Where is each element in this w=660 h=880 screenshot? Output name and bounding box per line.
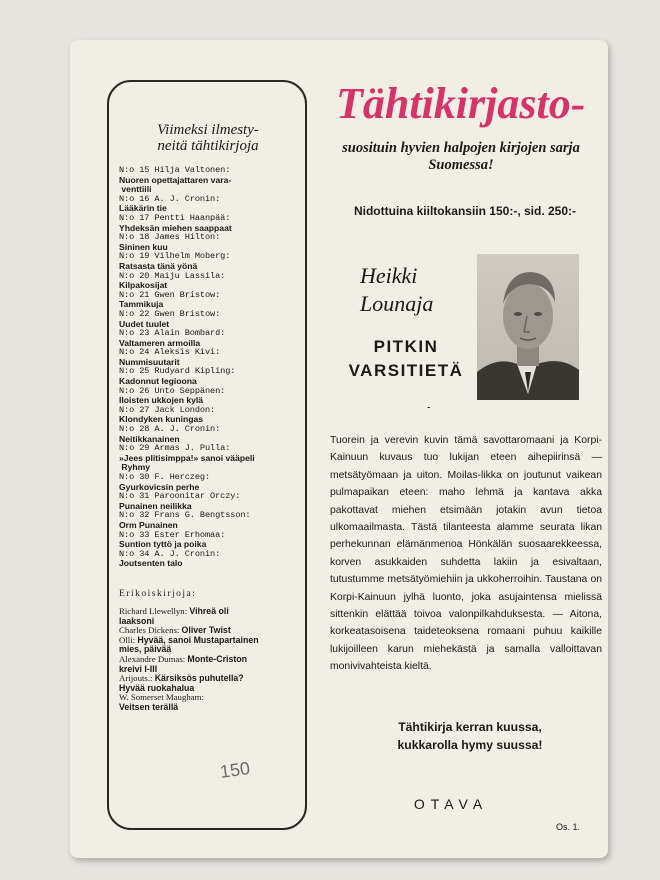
book-author: N:o 16 A. J. Cronin:: [119, 193, 221, 204]
book-list-item: [119, 291, 297, 310]
book-author: N:o 17 Pentti Haanpää:: [119, 212, 231, 223]
book-title-entry: Orm Punainen: [119, 519, 178, 530]
special-book-item: [119, 607, 297, 626]
special-book-title: Kärsiksös puhutella?: [154, 673, 244, 684]
book-list-item: [119, 425, 297, 444]
book-author: N:o 18 James Hilton:: [119, 232, 221, 243]
book-author: N:o 34 A. J. Cronin:: [119, 548, 221, 559]
book-title-entry: Joutsenten talo: [119, 558, 183, 569]
book-author: N:o 33 Ester Erhomaa:: [119, 529, 226, 540]
book-title-entry: Neitikkanainen: [119, 433, 180, 444]
book-title-entry: Gyurkovicsin perhe: [119, 481, 200, 492]
book-title-entry: Suntion tyttö ja poika: [119, 539, 207, 550]
special-book-item: [119, 636, 297, 655]
book-list-item: [119, 367, 297, 386]
book-title-entry: »Jees plitisimppa!» sanoi vääpeli Ryhmy: [119, 452, 255, 473]
book-title-entry: Ratsasta tänä yönä: [119, 260, 198, 271]
special-book-author: W. Somerset Maugham:: [119, 692, 204, 703]
handwritten-price-note: 150: [218, 758, 252, 782]
book-title-entry: Kadonnut legioona: [119, 376, 197, 387]
book-list-item: [119, 550, 297, 569]
book-list-item: [119, 406, 297, 425]
book-author: N:o 30 F. Herczeg:: [119, 472, 211, 482]
author-portrait-image: [477, 254, 579, 400]
slogan-line1: Tähtikirja kerran kuussa,: [398, 720, 542, 734]
author-last-name: Lounaja: [360, 291, 434, 316]
special-book-title: Hyvää, sanoi Mustapartainen mies, päivää: [119, 634, 259, 655]
publisher-name: OTAVA: [413, 796, 489, 812]
book-list-item: [119, 272, 297, 291]
series-title: Tähtikirjasto-: [336, 79, 586, 128]
book-title-line2: VARSITIETÄ: [348, 361, 464, 380]
book-title-entry: Yhdeksän miehen saappaat: [119, 222, 232, 233]
special-book-title: Hyvää ruokahalua: [119, 682, 195, 693]
latest-books-heading: Viimeksi ilmesty- neitä tähtikirjoja: [157, 122, 259, 154]
book-author: N:o 28 A. J. Cronin:: [119, 424, 221, 435]
book-list-item: [119, 511, 297, 530]
special-book-item: [119, 655, 297, 674]
book-author: N:o 23 Alain Bombard:: [119, 328, 226, 339]
special-books-list: [119, 607, 297, 713]
book-list-item: [119, 348, 297, 367]
slogan: [320, 718, 620, 754]
author-name: [360, 262, 470, 318]
book-list-item: [119, 473, 297, 492]
book-title-entry: Nuoren opettajattaren vara- venttiili: [119, 174, 232, 195]
special-books-heading: Erikoiskirjoja:: [119, 588, 197, 599]
special-book-title: Vihreä oli laaksoni: [119, 605, 229, 626]
book-author: N:o 31 Paroonitar Orczy:: [119, 491, 241, 502]
special-book-title: Veitsen terällä: [119, 701, 179, 712]
book-title-entry: Nummisuutarit: [119, 356, 180, 367]
book-list-item: [119, 252, 297, 271]
book-title-entry: Iloisten ukkojen kylä: [119, 395, 204, 406]
book-title-entry: Valtameren armoilla: [119, 337, 201, 348]
book-author: N:o 22 Gwen Bristow:: [119, 308, 221, 319]
series-subtitle: suosituin hyvien halpojen kirjojen sarja Suomessa!: [342, 140, 580, 173]
book-author: N:o 25 Rudyard Kipling:: [119, 366, 236, 377]
special-book-author: Charles Dickens:: [119, 625, 182, 636]
book-author: N:o 29 Armas J. Pulla:: [119, 443, 231, 454]
book-list-item: [119, 310, 297, 329]
book-author: N:o 32 Frans G. Bengtsson:: [119, 510, 251, 521]
book-title-entry: Klondyken kuningas: [119, 414, 204, 425]
special-book-author: Olli:: [119, 634, 138, 645]
book-list-item: [119, 214, 297, 233]
book-list-item: [119, 492, 297, 511]
book-list-item: [119, 329, 297, 348]
special-book-title: Monte-Criston kreivi I-III: [119, 653, 248, 674]
book-list-item: [119, 233, 297, 252]
special-book-title: Oliver Twist: [181, 625, 231, 636]
book-title-entry: Sininen kuu: [119, 241, 168, 252]
title-mark: -: [427, 402, 431, 413]
book-list-item: [119, 531, 297, 550]
book-title-entry: Punainen neilikka: [119, 500, 192, 511]
slogan-line2: kukkarolla hymy suussa!: [397, 738, 543, 752]
special-book-author: Alexandre Dumas:: [119, 653, 188, 664]
book-list-item: [119, 387, 297, 406]
special-book-item: [119, 693, 297, 712]
book-title-line1: PITKIN: [373, 337, 439, 356]
book-author: N:o 21 Gwen Bristow:: [119, 289, 221, 300]
book-author: N:o 24 Aleksis Kivi:: [119, 347, 221, 358]
book-description: Tuorein ja verevin kuvin tämä savottaromaani ja Korpi-Kainuun kuvaus tuo lukijan eteen aihepiirinsä — metsätyömaan ja uiton. Moilas-likka on joutunut vaikean pulmapaikan eteen: maho lehmä ja kantava akka pakottavat miehen etsimään jotakin avun tietoa ulkomaailmasta. Tästä tilanteesta alamme seurata likan perhekunnan elämänmenoa Hönkälän suosaarekkeessa, korven asukkaiden suhdetta lakiin ja esivaltaan, tutustumme metsätyömiehiin ja ukkoherroihin. Taustana on Korpi-Kainuun jylhä luonto, joka asujaintensa mielissä sittenkin elättää toivoa valonpilkahduksesta. — Aitona, korkeatasoisena taideteoksena romaani puhuu kaikille lukijoilleen karun miehekästä ja samalla valloittavan monivivahteista kieltä.: [330, 435, 602, 673]
book-list-item: [119, 195, 297, 214]
book-author: N:o 15 Hilja Valtonen:: [119, 165, 231, 175]
author-first-name: Heikki: [360, 263, 418, 288]
latest-books-list: [119, 166, 297, 569]
book-title-entry: Uudet tuulet: [119, 318, 170, 329]
book-title: [336, 335, 476, 383]
latest-books-panel: [107, 80, 307, 830]
book-author: N:o 20 Maiju Lassila:: [119, 270, 226, 281]
edition-mark: Os. 1.: [556, 822, 581, 832]
price-line: Nidottuina kiiltokansiin 150:-, sid. 250:-: [353, 204, 577, 218]
book-author: N:o 27 Jack London:: [119, 404, 216, 415]
book-author: N:o 19 Vilhelm Moberg:: [119, 251, 231, 262]
special-book-author: Richard Llewellyn:: [119, 605, 190, 616]
book-list-item: [119, 444, 297, 473]
book-title-entry: Tammikuja: [119, 299, 164, 310]
book-title-entry: Kilpakosijat: [119, 280, 168, 291]
special-book-author: Arijouts.:: [119, 673, 155, 684]
book-author: N:o 26 Unto Seppänen:: [119, 385, 226, 396]
book-title-entry: Lääkärin tie: [119, 203, 167, 214]
book-list-item: [119, 166, 297, 195]
